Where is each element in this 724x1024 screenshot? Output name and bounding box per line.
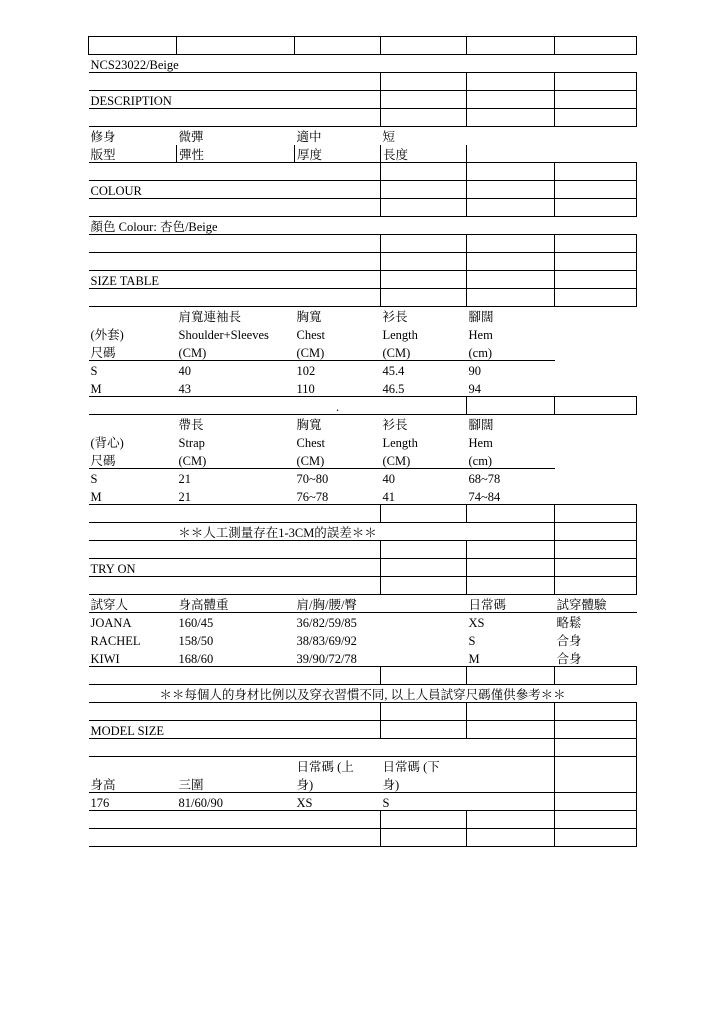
try-on-row-2-hw: 168/60 xyxy=(177,649,295,667)
cell-blank xyxy=(381,559,467,577)
cell-blank xyxy=(467,289,555,307)
jacket-header-cn-0: (外套) xyxy=(90,328,124,343)
jacket-row-0-chest: 102 xyxy=(296,364,316,379)
cell-blank xyxy=(177,541,295,559)
table-row xyxy=(89,109,637,127)
jacket-row-0-size: S xyxy=(90,364,98,379)
cell-blank xyxy=(467,577,555,595)
cell-blank xyxy=(177,739,295,757)
model-size-row-0-height: 176 xyxy=(89,793,177,811)
cell-blank xyxy=(295,37,381,55)
try-on-row-1-daily: S xyxy=(468,634,476,649)
cell-blank xyxy=(555,757,637,775)
table-row xyxy=(89,577,637,595)
cell-blank xyxy=(555,235,637,253)
vest-header-en-3: Length xyxy=(382,436,418,451)
cell-blank xyxy=(89,37,177,55)
cell-blank xyxy=(295,235,381,253)
table-row xyxy=(89,775,637,793)
cell-blank xyxy=(555,415,637,433)
cell-blank xyxy=(177,109,295,127)
jacket-row-0-length: 45.4 xyxy=(382,364,405,379)
cell-blank xyxy=(295,109,381,127)
cell-blank xyxy=(555,433,637,451)
cell-blank xyxy=(381,397,467,415)
cell-blank xyxy=(555,811,637,829)
cell-blank xyxy=(89,235,177,253)
cell-blank xyxy=(555,325,637,343)
section-model-size-title: MODEL SIZE xyxy=(89,721,295,739)
try-on-row-1-hw: 158/50 xyxy=(178,634,214,649)
description-value-3: 短 xyxy=(382,130,396,145)
jacket-row-1-chest: 110 xyxy=(295,379,381,397)
cell-blank xyxy=(89,811,177,829)
jacket-row-1-length: 46.5 xyxy=(381,379,467,397)
model-size-row-0-bottom: S xyxy=(381,793,467,811)
cell-blank xyxy=(555,109,637,127)
jacket-header-cn-4: 腳闊 xyxy=(468,310,494,325)
cell-blank xyxy=(381,91,467,109)
try-on-header-4: 試穿體驗 xyxy=(555,595,637,613)
cell-blank xyxy=(381,667,467,685)
jacket-header-en-4: Hem xyxy=(468,328,493,343)
vest-row-0-strap: 21 xyxy=(178,472,191,487)
cell-blank xyxy=(555,541,637,559)
cell-blank xyxy=(89,739,177,757)
vest-header-en-4: Hem xyxy=(468,436,493,451)
table-row xyxy=(89,505,637,523)
model-size-header-top-2: 日常碼 (上 xyxy=(296,760,354,775)
table-row xyxy=(89,343,637,361)
table-row xyxy=(89,163,637,181)
cell-blank xyxy=(177,757,295,775)
model-size-header-0: 身高 xyxy=(89,775,177,793)
try-on-header-3: 日常碼 xyxy=(467,595,555,613)
cell-blank xyxy=(89,199,177,217)
cell-blank xyxy=(381,37,467,55)
cell-blank xyxy=(555,703,637,721)
model-size-row-0-top: XS xyxy=(295,793,381,811)
table-row xyxy=(89,721,637,739)
vest-header-unit-2: (CM) xyxy=(295,451,381,469)
cell-blank xyxy=(295,667,381,685)
cell-blank xyxy=(177,703,295,721)
table-row xyxy=(89,325,637,343)
try-on-row-0-daily: XS xyxy=(468,616,485,631)
vest-header-en-1: Strap xyxy=(178,436,205,451)
cell-blank xyxy=(381,739,467,757)
vest-row-1-chest: 76~78 xyxy=(295,487,381,505)
cell-blank xyxy=(467,145,555,163)
cell-blank xyxy=(89,415,177,433)
cell-blank xyxy=(381,541,467,559)
sheet-table xyxy=(88,36,637,847)
jacket-row-0-shoulder: 40 xyxy=(178,364,191,379)
cell-blank xyxy=(295,811,381,829)
cell-blank xyxy=(295,199,381,217)
cell-blank xyxy=(89,703,177,721)
cell-blank xyxy=(467,541,555,559)
table-row xyxy=(89,613,637,631)
table-row xyxy=(89,307,637,325)
jacket-header-cn-1: 肩寬連袖長 xyxy=(178,310,242,325)
cell-blank xyxy=(295,181,381,199)
table-row xyxy=(89,829,637,847)
try-on-row-0-hw: 160/45 xyxy=(178,616,214,631)
cell-blank xyxy=(555,163,637,181)
cell-blank xyxy=(295,703,381,721)
cell-blank xyxy=(555,271,637,289)
try-on-row-2-measures: 39/90/72/78 xyxy=(295,649,467,667)
jacket-header-unit-1: (CM) xyxy=(177,343,295,361)
table-row xyxy=(89,739,637,757)
cell-blank xyxy=(555,505,637,523)
table-row xyxy=(89,523,637,541)
table-row xyxy=(89,73,637,91)
cell-blank xyxy=(555,829,637,847)
cell-blank xyxy=(89,253,177,271)
table-row xyxy=(89,631,637,649)
cell-blank xyxy=(381,253,467,271)
try-on-row-2-name: KIWI xyxy=(89,649,177,667)
cell-blank xyxy=(555,91,637,109)
cell-blank xyxy=(381,109,467,127)
table-row xyxy=(89,595,637,613)
table-row xyxy=(89,361,637,379)
vest-header-en-0: 尺碼 xyxy=(89,451,177,469)
try-on-note: ＊＊每個人的身材比例以及穿衣習慣不同, 以上人員試穿尺碼僅供參考＊＊ xyxy=(89,685,637,703)
cell-blank xyxy=(467,559,555,577)
cell-blank xyxy=(381,163,467,181)
model-size-row-0-measurements: 81/60/90 xyxy=(177,793,295,811)
table-row xyxy=(89,685,637,703)
table-row xyxy=(89,181,637,199)
cell-blank xyxy=(381,721,467,739)
cell-blank xyxy=(381,73,467,91)
table-row xyxy=(89,253,637,271)
description-value-0: 修身 xyxy=(90,130,116,145)
table-row xyxy=(89,217,637,235)
table-row xyxy=(89,757,637,775)
try-on-header-2: 肩/胸/腰/臀 xyxy=(295,595,467,613)
model-size-header-top-3: 日常碼 (下 xyxy=(382,760,440,775)
cell-blank xyxy=(295,253,381,271)
cell-blank xyxy=(467,757,555,775)
cell-blank xyxy=(555,181,637,199)
vest-row-1-size: M xyxy=(89,487,177,505)
vest-row-1-strap: 21 xyxy=(177,487,295,505)
description-label-2: 厚度 xyxy=(295,145,381,163)
table-row xyxy=(89,649,637,667)
table-row xyxy=(89,127,637,145)
cell-blank xyxy=(89,163,177,181)
cell-blank xyxy=(295,739,381,757)
vest-row-0-length: 40 xyxy=(382,472,395,487)
cell-blank xyxy=(295,577,381,595)
table-row xyxy=(89,703,637,721)
try-on-row-1-feel: 合身 xyxy=(556,634,582,649)
cell-blank xyxy=(467,775,555,793)
table-row xyxy=(89,55,637,73)
cell-blank xyxy=(89,307,177,325)
cell-blank xyxy=(89,505,177,523)
cell-blank xyxy=(381,811,467,829)
cell-blank xyxy=(381,181,467,199)
cell-blank xyxy=(89,73,177,91)
section-description-title: DESCRIPTION xyxy=(89,91,295,109)
cell-blank xyxy=(381,829,467,847)
cell-blank xyxy=(177,811,295,829)
cell-blank xyxy=(89,829,177,847)
table-row xyxy=(89,397,637,415)
table-row xyxy=(89,289,637,307)
cell-blank xyxy=(381,271,467,289)
cell-blank xyxy=(555,199,637,217)
vest-header-unit-3: (CM) xyxy=(381,451,467,469)
cell-blank xyxy=(555,451,637,469)
cell-blank xyxy=(555,667,637,685)
cell-blank xyxy=(295,289,381,307)
description-value-2: 適中 xyxy=(296,130,322,145)
cell-blank xyxy=(89,289,177,307)
vest-header-unit-1: (CM) xyxy=(177,451,295,469)
table-row xyxy=(89,91,637,109)
model-size-header-2: 身) xyxy=(295,775,381,793)
cell-blank xyxy=(555,253,637,271)
cell-blank xyxy=(177,253,295,271)
section-colour-title: COLOUR xyxy=(89,181,295,199)
cell-blank xyxy=(295,91,381,109)
table-row xyxy=(89,433,637,451)
jacket-row-1-hem: 94 xyxy=(467,379,555,397)
cell-blank xyxy=(555,289,637,307)
try-on-row-0-feel: 略鬆 xyxy=(556,616,582,631)
description-label-1: 彈性 xyxy=(177,145,295,163)
cell-blank xyxy=(555,793,637,811)
table-row xyxy=(89,199,637,217)
cell-blank xyxy=(467,199,555,217)
model-size-header-3: 身) xyxy=(381,775,467,793)
jacket-header-cn-2: 胸寬 xyxy=(296,310,322,325)
cell-blank xyxy=(381,505,467,523)
cell-blank xyxy=(295,505,381,523)
cell-blank xyxy=(295,541,381,559)
size-table-dot: . xyxy=(295,397,381,415)
cell-blank xyxy=(381,289,467,307)
cell-blank xyxy=(177,73,295,91)
try-on-row-2-daily: M xyxy=(467,649,555,667)
try-on-row-0-measures: 36/82/59/85 xyxy=(296,616,357,631)
cell-blank xyxy=(555,739,637,757)
jacket-header-en-2: Chest xyxy=(296,328,325,343)
cell-blank xyxy=(555,379,637,397)
cell-blank xyxy=(467,271,555,289)
cell-blank xyxy=(467,37,555,55)
cell-blank xyxy=(467,721,555,739)
cell-blank xyxy=(467,703,555,721)
cell-blank xyxy=(89,397,177,415)
cell-blank xyxy=(381,703,467,721)
jacket-header-unit-4: (cm) xyxy=(467,343,555,361)
cell-blank xyxy=(381,577,467,595)
cell-blank xyxy=(467,127,555,145)
cell-blank xyxy=(467,73,555,91)
cell-blank xyxy=(555,361,637,379)
cell-blank xyxy=(555,469,637,487)
cell-blank xyxy=(555,73,637,91)
product-code: NCS23022/Beige xyxy=(89,55,637,73)
cell-blank xyxy=(467,181,555,199)
cell-blank xyxy=(295,721,381,739)
cell-blank xyxy=(467,253,555,271)
cell-blank xyxy=(467,163,555,181)
table-row xyxy=(89,235,637,253)
cell-blank xyxy=(89,541,177,559)
vest-header-en-2: Chest xyxy=(296,436,325,451)
description-label-0: 版型 xyxy=(89,145,177,163)
cell-blank xyxy=(381,199,467,217)
cell-blank xyxy=(467,811,555,829)
measurement-note: ＊＊人工測量存在1-3CM的誤差＊＊ xyxy=(89,523,467,541)
table-row xyxy=(89,667,637,685)
cell-blank xyxy=(555,721,637,739)
cell-blank xyxy=(177,505,295,523)
try-on-row-1-name: RACHEL xyxy=(90,634,141,649)
table-row xyxy=(89,793,637,811)
cell-blank xyxy=(295,163,381,181)
try-on-row-1-measures: 38/83/69/92 xyxy=(296,634,357,649)
jacket-row-0-hem: 90 xyxy=(468,364,481,379)
cell-blank xyxy=(467,397,555,415)
cell-blank xyxy=(555,37,637,55)
cell-blank xyxy=(381,235,467,253)
table-row xyxy=(89,379,637,397)
cell-blank xyxy=(295,829,381,847)
jacket-row-1-shoulder: 43 xyxy=(177,379,295,397)
table-row xyxy=(89,487,637,505)
cell-blank xyxy=(555,775,637,793)
table-row xyxy=(89,271,637,289)
vest-row-0-chest: 70~80 xyxy=(296,472,329,487)
vest-header-unit-4: (cm) xyxy=(467,451,555,469)
cell-blank xyxy=(89,109,177,127)
cell-blank xyxy=(177,235,295,253)
spreadsheet-document xyxy=(88,36,636,847)
table-row xyxy=(89,559,637,577)
cell-blank xyxy=(467,235,555,253)
jacket-header-unit-3: (CM) xyxy=(381,343,467,361)
jacket-header-unit-2: (CM) xyxy=(295,343,381,361)
jacket-header-en-0: 尺碼 xyxy=(89,343,177,361)
cell-blank xyxy=(177,163,295,181)
jacket-row-1-size: M xyxy=(89,379,177,397)
vest-row-0-size: S xyxy=(90,472,98,487)
cell-blank xyxy=(89,577,177,595)
cell-blank xyxy=(467,829,555,847)
description-label-3: 長度 xyxy=(381,145,467,163)
jacket-header-cn-3: 衫長 xyxy=(382,310,408,325)
cell-blank xyxy=(555,523,637,541)
table-row xyxy=(89,145,637,163)
cell-blank xyxy=(467,667,555,685)
table-row xyxy=(89,541,637,559)
try-on-row-0-name: JOANA xyxy=(90,616,132,631)
cell-blank xyxy=(467,523,555,541)
cell-blank xyxy=(177,37,295,55)
table-row xyxy=(89,415,637,433)
table-row xyxy=(89,469,637,487)
try-on-header-1: 身高體重 xyxy=(177,595,295,613)
model-size-header-1: 三圍 xyxy=(177,775,295,793)
cell-blank xyxy=(467,91,555,109)
colour-line: 顏色 Colour: 杏色/Beige xyxy=(89,217,637,235)
cell-blank xyxy=(295,271,381,289)
table-row xyxy=(89,811,637,829)
vest-header-cn-3: 衫長 xyxy=(382,418,408,433)
try-on-row-2-feel: 合身 xyxy=(555,649,637,667)
cell-blank xyxy=(555,343,637,361)
description-value-1: 微彈 xyxy=(178,130,204,145)
vest-header-cn-0: (背心) xyxy=(90,436,124,451)
cell-blank xyxy=(555,307,637,325)
cell-blank xyxy=(467,109,555,127)
cell-blank xyxy=(467,793,555,811)
cell-blank xyxy=(177,199,295,217)
cell-blank xyxy=(177,829,295,847)
cell-blank xyxy=(555,559,637,577)
section-try-on-title: TRY ON xyxy=(89,559,295,577)
cell-blank xyxy=(177,289,295,307)
table-row xyxy=(89,451,637,469)
vest-header-cn-2: 胸寬 xyxy=(296,418,322,433)
cell-blank xyxy=(177,577,295,595)
cell-blank xyxy=(177,397,295,415)
table-row xyxy=(89,37,637,55)
vest-row-0-hem: 68~78 xyxy=(468,472,501,487)
vest-row-1-length: 41 xyxy=(381,487,467,505)
jacket-header-en-3: Length xyxy=(382,328,418,343)
cell-blank xyxy=(555,487,637,505)
cell-blank xyxy=(555,397,637,415)
cell-blank xyxy=(177,667,295,685)
cell-blank xyxy=(555,127,637,145)
cell-blank xyxy=(467,505,555,523)
cell-blank xyxy=(555,145,637,163)
cell-blank xyxy=(295,559,381,577)
vest-header-cn-1: 帶長 xyxy=(178,418,204,433)
cell-blank xyxy=(89,757,177,775)
jacket-header-en-1: Shoulder+Sleeves xyxy=(178,328,269,343)
vest-row-1-hem: 74~84 xyxy=(467,487,555,505)
vest-header-cn-4: 腳闊 xyxy=(468,418,494,433)
cell-blank xyxy=(467,739,555,757)
try-on-header-0: 試穿人 xyxy=(89,595,177,613)
section-size-table-title: SIZE TABLE xyxy=(89,271,295,289)
cell-blank xyxy=(89,667,177,685)
cell-blank xyxy=(295,73,381,91)
cell-blank xyxy=(555,577,637,595)
